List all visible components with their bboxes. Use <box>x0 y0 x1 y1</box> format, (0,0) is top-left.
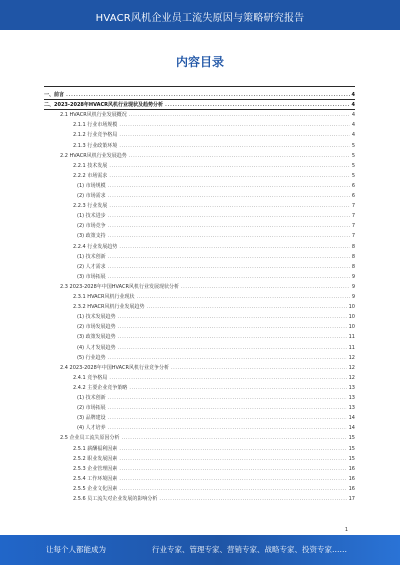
toc-entry-label: 2.3.1 HVACR风机行业现状 <box>73 294 135 300</box>
toc-entry[interactable] <box>73 443 355 452</box>
toc-entry-page: 7 <box>351 203 355 210</box>
toc-entry[interactable] <box>73 493 355 502</box>
toc-entry-label: 2.4 2023-2028年中国HVACR风机行业竞争分析 <box>60 364 169 371</box>
toc-entry-page: 8 <box>351 253 355 260</box>
toc-entry-label: 2.5.2 职业发展因素 <box>73 455 118 462</box>
toc-entry-label: (2) 市场需求 <box>77 193 106 199</box>
toc-entry[interactable] <box>73 291 355 300</box>
toc-entry-page: 4 <box>351 122 355 129</box>
toc-entry-page: 11 <box>348 334 355 341</box>
toc-leader-dots <box>108 223 350 229</box>
toc-entry-page: 6 <box>351 193 355 199</box>
toc-leader-dots <box>118 345 347 351</box>
toc-entry-page: 6 <box>351 182 355 189</box>
toc-entry-page: 8 <box>351 243 355 250</box>
toc-entry-label: 2.3.2 HVACR风机行业发展趋势 <box>73 304 145 311</box>
toc-heading: 内容目录 <box>175 55 224 69</box>
toc-leader-dots <box>119 143 350 149</box>
toc-entry-page: 4 <box>351 102 355 109</box>
toc-entry[interactable] <box>44 99 355 108</box>
toc-entry-page: 15 <box>348 435 355 442</box>
toc-entry-label: (4) 人才发展趋势 <box>77 344 116 351</box>
toc-entry[interactable] <box>77 190 355 199</box>
toc-leader-dots <box>108 274 350 280</box>
toc-entry-page: 16 <box>348 465 355 472</box>
toc-entry-page: 8 <box>351 263 355 270</box>
toc-leader-dots <box>108 405 347 411</box>
toc-entry-page: 13 <box>348 405 355 412</box>
toc-entry[interactable] <box>73 170 355 179</box>
toc-entry-label: (4) 人才培养 <box>77 425 106 432</box>
toc-entry-page: 4 <box>351 112 355 119</box>
toc-leader-dots <box>119 456 346 462</box>
toc-leader-dots <box>119 244 350 250</box>
header-bar <box>0 0 400 30</box>
toc-entry-page: 16 <box>348 475 355 482</box>
toc-entry-label: 2.4.2 主要企业竞争策略 <box>73 384 128 391</box>
toc-leader-dots <box>171 365 347 371</box>
toc-entry-page: 12 <box>348 354 355 361</box>
toc-entry-label: (2) 市场拓展 <box>77 405 106 412</box>
toc-entry-page: 13 <box>348 384 355 391</box>
toc-entry[interactable] <box>77 220 355 229</box>
footer-slogan-left: 让每个人都能成为 <box>46 545 106 554</box>
toc-entry-page: 16 <box>348 485 355 492</box>
toc-entry[interactable] <box>73 241 355 250</box>
toc-entry[interactable] <box>77 261 355 270</box>
toc-leader-dots <box>119 446 346 452</box>
toc-entry-label: 2.2.1 技术发展 <box>73 162 108 169</box>
toc-entry-page: 12 <box>348 364 355 371</box>
toc-leader-dots <box>119 132 350 138</box>
toc-leader-dots <box>119 486 346 492</box>
toc-entry-page: 17 <box>348 496 355 502</box>
toc-leader-dots <box>109 375 346 381</box>
toc-entry-label: (2) 人才需求 <box>77 263 106 270</box>
toc-entry[interactable] <box>77 331 355 340</box>
toc-entry-label: 2.5.3 企业管理因素 <box>73 465 118 472</box>
toc-entry-label: (3) 市场拓展 <box>77 273 106 280</box>
toc-leader-dots <box>129 385 346 391</box>
toc-entry-page: 13 <box>348 395 355 401</box>
toc-entry[interactable] <box>77 251 355 260</box>
toc-entry[interactable] <box>73 453 355 462</box>
toc-leader-dots <box>108 183 350 189</box>
toc-leader-dots <box>159 496 346 502</box>
toc-entry-label: 2.5.1 薪酬福利因素 <box>73 445 118 452</box>
toc-leader-dots <box>118 314 347 320</box>
toc-leader-dots <box>108 395 347 401</box>
toc-leader-dots <box>108 233 350 239</box>
toc-entry-label: 2.5 企业员工流失原因分析 <box>60 435 120 442</box>
toc-entry-label: 2.4.1 竞争格局 <box>73 374 108 381</box>
toc-entry[interactable] <box>73 301 355 310</box>
toc-entry-page: 7 <box>351 233 355 240</box>
toc-entry-page: 11 <box>348 344 355 351</box>
toc-leader-dots <box>118 324 347 330</box>
toc-entry[interactable] <box>77 210 355 219</box>
toc-entry-label: (5) 行业趋势 <box>77 354 106 361</box>
toc-entry-label: 一、前言 <box>44 92 65 98</box>
toc-entry-page: 14 <box>348 415 355 422</box>
toc-leader-dots <box>119 466 346 472</box>
toc-entry-label: 2.5.4 工作环境因素 <box>73 475 118 482</box>
toc-entry[interactable] <box>77 352 355 361</box>
footer-bar <box>0 535 400 565</box>
toc-entry[interactable] <box>73 372 355 381</box>
toc-leader-dots <box>119 476 346 482</box>
toc-entry-label: (3) 政策支持 <box>77 233 106 240</box>
toc-entry-label: 2.2 HVACR风机行业发展趋势 <box>60 152 127 159</box>
toc-leader-dots <box>119 122 350 128</box>
toc-entry[interactable] <box>60 109 355 118</box>
toc-entry[interactable] <box>77 180 355 189</box>
toc-entry-page: 7 <box>351 223 355 230</box>
toc-entry-page: 14 <box>348 425 355 432</box>
toc-entry[interactable] <box>77 311 355 320</box>
toc-entry[interactable] <box>44 89 355 98</box>
toc-entry-page: 4 <box>351 132 355 139</box>
toc-entry-label: (1) 技术发展趋势 <box>77 314 116 321</box>
toc-leader-dots <box>108 193 350 199</box>
toc-entry[interactable] <box>73 119 355 128</box>
toc-entry-page: 10 <box>348 304 355 311</box>
toc-entry-page: 9 <box>351 283 355 290</box>
toc-leader-dots <box>66 92 350 98</box>
toc-entry-label: 2.5.6 员工流失对企业发展的影响分析 <box>73 496 158 502</box>
toc-entry-page: 10 <box>348 324 355 331</box>
toc-entry-label: (1) 技术进步 <box>77 213 106 220</box>
toc-entry[interactable] <box>73 140 355 149</box>
toc-entry-page: 15 <box>348 445 355 452</box>
toc-entry-label: 2.1.2 行业竞争格局 <box>73 132 118 139</box>
toc-top-rule <box>44 86 355 87</box>
toc-entry[interactable] <box>77 422 355 431</box>
toc-entry[interactable] <box>73 129 355 138</box>
toc-entry[interactable] <box>60 362 355 371</box>
toc-entry-label: 2.1.3 行业政策环境 <box>73 142 118 149</box>
toc-entry[interactable] <box>60 150 355 159</box>
toc-entry-label: 2.5.5 企业文化因素 <box>73 485 118 492</box>
toc-entry-label: 二、2023-2028年HVACR风机行业现状及趋势分析 <box>44 102 164 109</box>
toc-leader-dots <box>146 304 346 310</box>
toc-leader-dots <box>122 435 347 441</box>
toc-entry[interactable] <box>77 342 355 351</box>
toc-entry-page: 5 <box>351 172 355 179</box>
toc-entry-page: 5 <box>351 142 355 149</box>
toc-entry-page: 9 <box>351 273 355 280</box>
toc-entry[interactable] <box>73 160 355 169</box>
toc-entry-label: (1) 技术创新 <box>77 253 106 260</box>
toc-entry-label: 2.2.2 市场需求 <box>73 172 108 179</box>
toc-entry-label: 2.3 2023-2028年中国HVACR风机行业发展现状分析 <box>60 283 179 290</box>
toc-entry[interactable] <box>60 281 355 290</box>
toc-entry-page: 5 <box>351 162 355 169</box>
toc-entry-label: 2.2.3 行业发展 <box>73 203 108 210</box>
toc-leader-dots <box>108 264 350 270</box>
footer-slogan-right: 行业专家、管理专家、营销专家、战略专家、投资专家…… <box>152 545 347 554</box>
toc-entry[interactable] <box>73 483 355 492</box>
toc-entry[interactable] <box>77 402 355 411</box>
toc-entry-page: 4 <box>351 92 355 98</box>
toc-leader-dots <box>108 213 350 219</box>
toc-entry-page: 5 <box>351 152 355 159</box>
toc-leader-dots <box>109 163 350 169</box>
toc-leader-dots <box>108 254 350 260</box>
toc-entry[interactable] <box>77 412 355 421</box>
toc-entry-label: (2) 市场竞争 <box>77 223 106 230</box>
toc-entry[interactable] <box>77 230 355 239</box>
toc-leader-dots <box>118 334 347 340</box>
toc-entry-label: 2.2.4 行业发展趋势 <box>73 243 118 250</box>
toc-leader-dots <box>165 102 350 108</box>
toc-entry[interactable] <box>77 392 355 401</box>
toc-leader-dots <box>109 173 350 179</box>
toc-entry-page: 7 <box>351 213 355 220</box>
toc-leader-dots <box>108 355 347 361</box>
toc-entry-label: (1) 技术创新 <box>77 395 106 401</box>
toc-entry-page: 15 <box>348 455 355 462</box>
report-title: HVACR风机企业员工流失原因与策略研究报告 <box>95 13 305 24</box>
toc-entry[interactable] <box>73 382 355 391</box>
toc-entry-page: 9 <box>351 294 355 300</box>
toc-entry[interactable] <box>60 432 355 441</box>
toc-leader-dots <box>181 284 350 290</box>
toc-entry-label: 2.1 HVACR风机行业发展概况 <box>60 112 127 119</box>
toc-entry[interactable] <box>73 473 355 482</box>
toc-entry-page: 12 <box>348 374 355 381</box>
toc-leader-dots <box>129 112 350 118</box>
toc-leader-dots <box>136 294 349 300</box>
toc-entry-page: 10 <box>348 314 355 321</box>
toc-entry-label: (3) 品牌建设 <box>77 415 106 422</box>
toc-leader-dots <box>108 425 347 431</box>
toc-entry-label: (3) 政策发展趋势 <box>77 334 116 341</box>
toc-entry-label: (2) 市场发展趋势 <box>77 324 116 331</box>
toc-leader-dots <box>109 203 350 209</box>
page-number: 1 <box>344 527 348 533</box>
toc-entry[interactable] <box>77 321 355 330</box>
toc-entry-label: (1) 市场规模 <box>77 182 106 189</box>
toc-leader-dots <box>129 153 350 159</box>
toc-leader-dots <box>108 415 347 421</box>
toc-entry[interactable] <box>73 200 355 209</box>
toc-entry[interactable] <box>73 463 355 472</box>
toc-entry-label: 2.1.1 行业市场规模 <box>73 122 118 129</box>
toc-entry[interactable] <box>77 271 355 280</box>
